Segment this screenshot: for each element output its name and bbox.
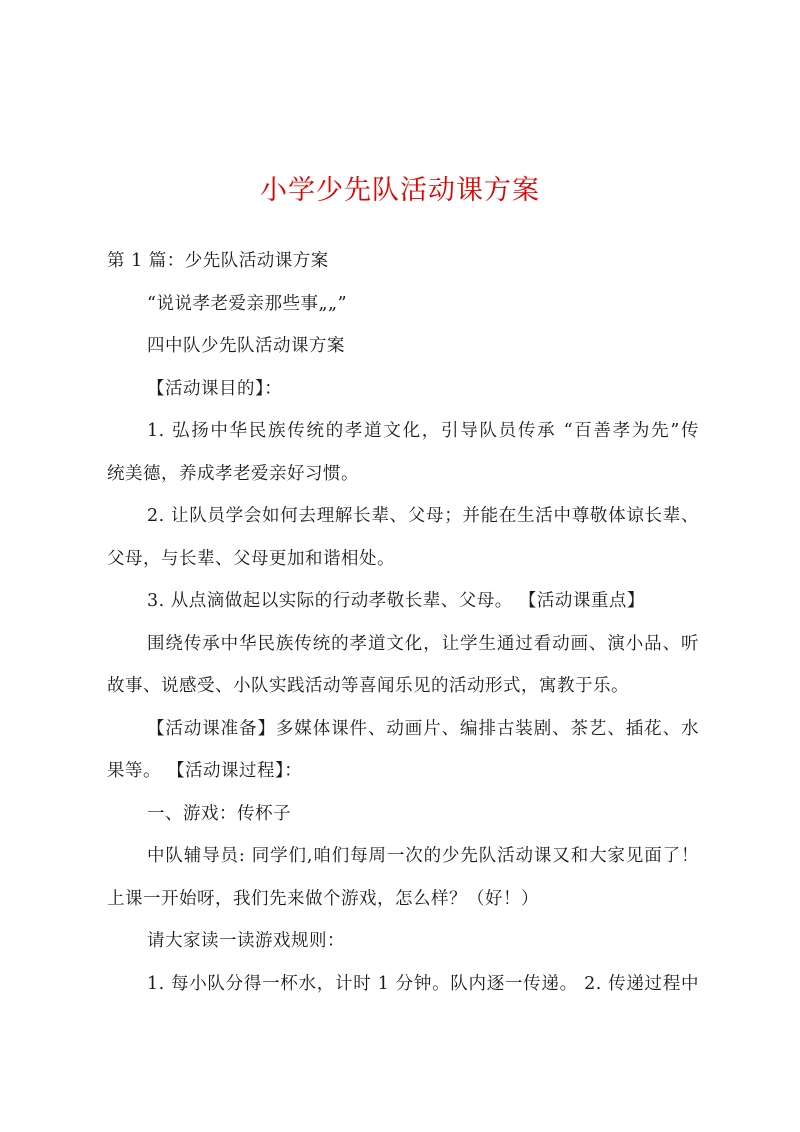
paragraph-line: 2. 让队员学会如何去理解长辈、父母；并能在生活中尊敬体谅长辈、 xyxy=(147,506,699,526)
paragraph-line: 果等。 【活动课过程】： xyxy=(107,761,303,781)
paragraph-line: 四中队少先队活动课方案 xyxy=(147,336,345,356)
paragraph-line: “说说孝老爱亲那些事„„” xyxy=(147,294,348,314)
paragraph-line: 1. 弘扬中华民族传统的孝道文化，引导队员传承 “百善孝为先”传 xyxy=(147,421,699,441)
document-title: 小学少先队活动课方案 xyxy=(260,175,540,206)
paragraph-line: 1. 每小队分得一杯水，计时 1 分钟。队内逐一传递。 2. 传递过程中 xyxy=(147,974,699,994)
paragraph-line: 3. 从点滴做起以实际的行动孝敬长辈、父母。 【活动课重点】 xyxy=(147,591,645,611)
paragraph-line: 【活动课准备】多媒体课件、动画片、编排古装剧、茶艺、插花、水 xyxy=(147,719,699,739)
paragraph-line: 统美德，养成孝老爱亲好习惯。 xyxy=(107,464,359,484)
paragraph-line: 围绕传承中华民族传统的孝道文化，让学生通过看动画、演小品、听 xyxy=(147,634,699,654)
paragraph-line: 父母，与长辈、父母更加和谐相处。 xyxy=(107,549,395,569)
paragraph-line: 请大家读一读游戏规则： xyxy=(147,931,345,951)
paragraph-line: 【活动课目的】： xyxy=(147,379,283,399)
paragraph-line: 第 1 篇：少先队活动课方案 xyxy=(107,251,329,271)
paragraph-line: 一、游戏：传杯子 xyxy=(147,804,291,824)
paragraph-line: 故事、说感受、小队实践活动等喜闻乐见的活动形式，寓教于乐。 xyxy=(107,676,629,696)
paragraph-line: 上课一开始呀，我们先来做个游戏，怎么样？（好！） xyxy=(107,889,539,909)
paragraph-line: 中队辅导员: 同学们,咱们每周一次的少先队活动课又和大家见面了！ xyxy=(147,846,699,866)
